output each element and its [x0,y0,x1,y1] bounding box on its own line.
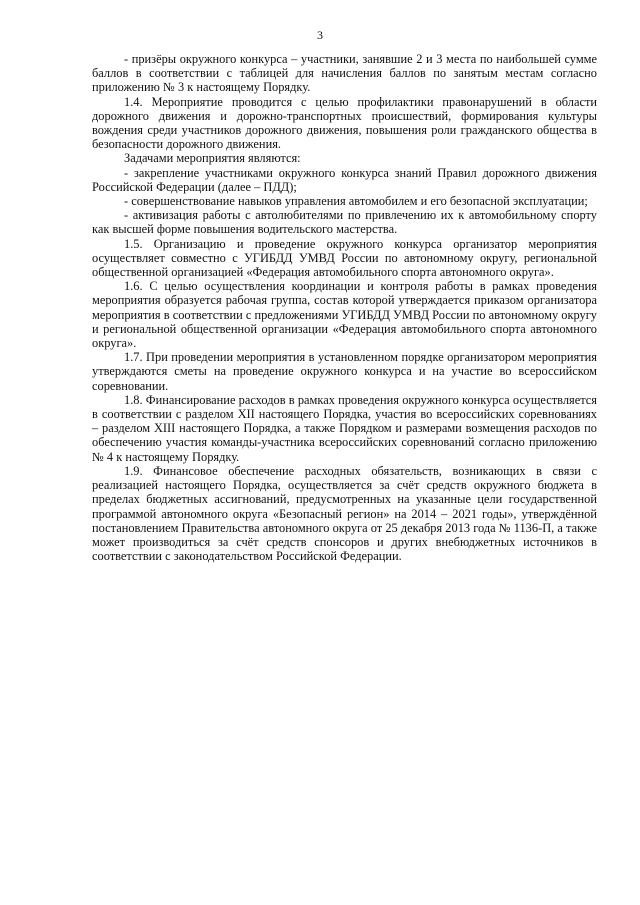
paragraph-1-6: 1.6. С целью осуществления координации и контроля работы в рамках проведения мероприятия образуется рабочая группа, состав которой утверждается приказом организатора мероприятия в соответствии с предложениями УГИБДД УМВД России по автономному округу и региональной общественной организации «Федерация автомобильного спорта автономного округа». [92,279,597,351]
paragraph-task-3: - активизация работы с автолюбителями по привлечению их к автомобильному спорту как высшей форме повышения водительского мастерства. [92,208,597,237]
paragraph-prize-winners: - призёры окружного конкурса – участники, занявшие 2 и 3 места по наибольшей сумме баллов в соответствии с таблицей для начисления баллов по занятым местам согласно приложению № 3 к настоящему Порядку. [92,52,597,95]
paragraph-tasks-heading: Задачами мероприятия являются: [124,151,301,166]
paragraph-1-7: 1.7. При проведении мероприятия в установленном порядке организатором мероприятия утверждаются сметы на проведение окружного конкурса и на участие во всероссийском соревновании. [92,350,597,393]
page-number: 3 [317,28,323,42]
paragraph-1-5: 1.5. Организацию и проведение окружного конкурса организатор мероприятия осуществляет совместно с УГИБДД УМВД России по автономному округу, региональной общественной организацией «Федерация автомобильного спорта автономного округа». [92,236,597,280]
paragraph-task-1: - закрепление участниками окружного конкурса знаний Правил дорожного движения Российской Федерации (далее – ПДД); [92,165,597,194]
paragraph-task-2: - совершенствование навыков управления автомобилем и его безопасной эксплуатации; [124,194,588,209]
paragraph-1-8: 1.8. Финансирование расходов в рамках проведения окружного конкурса осуществляется в соответствии с разделом XII настоящего Порядка, участия во всероссийских соревнованиях – разделом XIII настоящего Порядка, а также Порядком и размерами возмещения расходов по обеспечению участия команды-участника всероссийских соревнований согласно приложению № 4 к настоящему Порядку. [92,392,597,464]
document-body [92,52,597,563]
paragraph-1-4: 1.4. Мероприятие проводится с целью профилактики правонарушений в области дорожного движения и дорожно-транспортных происшествий, формирования культуры вождения среди участников дорожного движения, повышения роли гражданского общества в безопасности дорожного движения. [92,94,597,152]
paragraph-1-9: 1.9. Финансовое обеспечение расходных обязательств, возникающих в связи с реализацией настоящего Порядка, осуществляется за счёт средств окружного бюджета в пределах бюджетных ассигнований, предусмотренных на указанные цели государственной программой автономного округа «Безопасный регион» на 2014 – 2021 годы», утверждённой постановлением Правительства автономного округа от 25 декабря 2013 года № 1136-П, а также может производиться за счёт средств спонсоров и других внебюджетных источников в соответствии с законодательством Российской Федерации. [92,463,597,564]
